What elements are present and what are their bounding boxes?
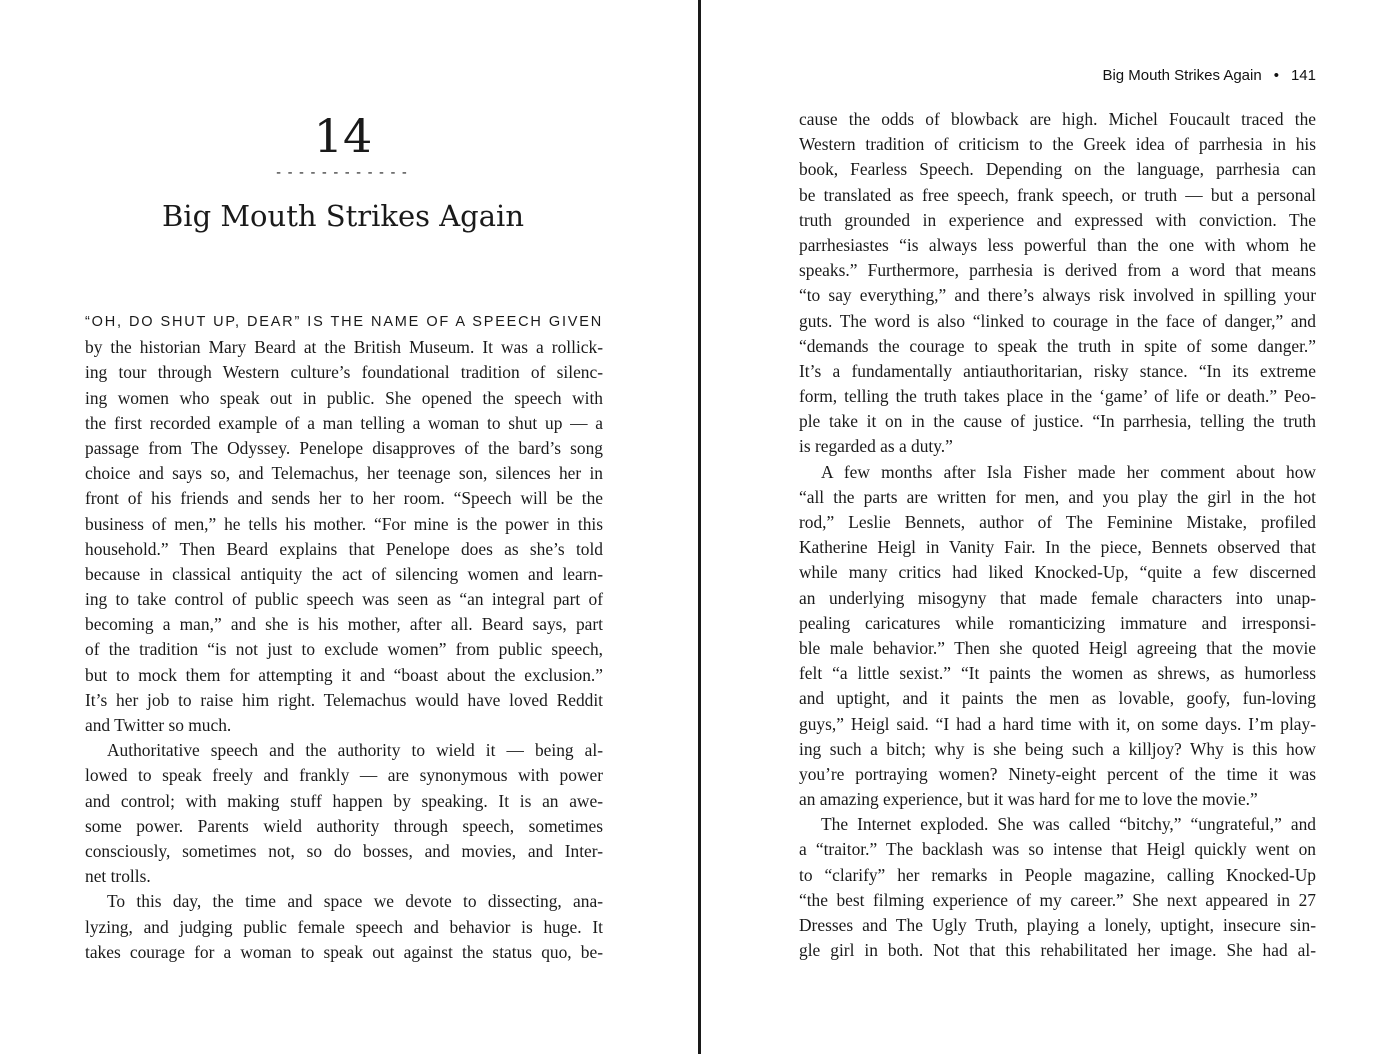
- text-line: A few months after Isla Fisher made her comment about how: [821, 461, 1316, 482]
- text-line: a “traitor.” The backlash was so intense that Heigl quickly went on: [799, 839, 1316, 860]
- text-line: an underlying misogyny that made female characters into unap-: [799, 587, 1316, 608]
- text-line: and uptight, and it paints the men as lovable, goofy, fun-loving: [799, 688, 1316, 709]
- text-line: passage from The Odyssey. Penelope disapproves of the bard’s song: [85, 437, 603, 458]
- text-line: business of men,” he tells his mother. “For mine is the power in this: [85, 513, 603, 534]
- left-body-text: [85, 310, 603, 965]
- running-head-separator: •: [1273, 67, 1279, 84]
- text-line: while many critics had liked Knocked-Up, “quite a few discerned: [799, 562, 1316, 583]
- text-line: felt “a little sexist.” “It paints the women as shrews, as humorless: [799, 663, 1316, 684]
- text-line: is regarded as a duty.”: [799, 436, 953, 457]
- text-line: and Twitter so much.: [85, 715, 232, 735]
- text-line: “OH, DO SHUT UP, DEAR” IS THE NAME OF A SPEECH GIVEN: [85, 314, 603, 330]
- right-page: [701, 0, 1400, 1054]
- text-line: takes courage for a woman to speak out against the status quo, be-: [85, 941, 603, 962]
- text-line: an amazing experience, but it was hard for me to love the movie.”: [799, 789, 1258, 810]
- text-line: It’s her job to raise him right. Telemachus would have loved Reddit: [85, 689, 603, 710]
- text-line: Dresses and The Ugly Truth, playing a lonely, uptight, insecure sin-: [799, 915, 1316, 935]
- running-head-title: Big Mouth Strikes Again: [1102, 67, 1262, 84]
- text-line: pealing caricatures while romanticizing immature and irresponsi-: [799, 612, 1316, 633]
- text-line: “to say everything,” and there’s always risk involved in spilling your: [799, 285, 1316, 306]
- text-line: gle girl in both. Not that this rehabilitated her image. She had al-: [799, 940, 1316, 961]
- text-line: choice and says so, and Telemachus, her teenage son, silences her in: [85, 463, 603, 484]
- text-line: “all the parts are written for men, and you play the girl in the hot: [799, 486, 1316, 507]
- text-line: ple take it on in the cause of justice. “In parrhesia, telling the truth: [799, 411, 1316, 432]
- running-head: [1102, 64, 1316, 88]
- text-line: cause the odds of blowback are high. Michel Foucault traced the: [799, 109, 1316, 129]
- text-line: the first recorded example of a man telling a woman to shut up — a: [85, 412, 603, 433]
- text-line: but to mock them for attempting it and “boast about the exclusion.”: [85, 664, 603, 685]
- text-line: consciously, sometimes not, so do bosses, and movies, and Inter-: [85, 840, 603, 861]
- text-line: ing such a bitch; why is she being such a killjoy? Why is this how: [799, 738, 1316, 759]
- text-line: “demands the courage to speak the truth in spite of some danger.”: [799, 335, 1316, 356]
- chapter-number: 14: [313, 109, 373, 163]
- left-page: [0, 0, 698, 1054]
- text-line: To this day, the time and space we devote to dissecting, ana-: [107, 891, 603, 912]
- text-line: household.” Then Beard explains that Penelope does as she’s told: [85, 538, 603, 559]
- right-body-text: [799, 107, 1316, 963]
- text-line: becoming a man,” and she is his mother, after all. Beard says, part: [85, 614, 603, 635]
- text-line: It’s a fundamentally antiauthoritarian, risky stance. “In its extreme: [799, 360, 1316, 381]
- text-line: guts. The word is also “linked to courage in the face of danger,” and: [799, 310, 1316, 331]
- page-number: 141: [1290, 67, 1316, 84]
- text-line: because in classical antiquity the act of silencing women and learn-: [85, 563, 603, 584]
- text-line: to “clarify” her remarks in People magazine, calling Knocked-Up: [799, 864, 1316, 885]
- text-line: Authoritative speech and the authority to wield it — being al-: [107, 740, 603, 761]
- text-line: you’re portraying women? Ninety-eight percent of the time it was: [799, 763, 1316, 784]
- text-line: guys,” Heigl said. “I had a hard time with it, on some days. I’m play-: [799, 713, 1316, 734]
- chapter-rule: ------------: [274, 165, 412, 181]
- text-line: speaks.” Furthermore, parrhesia is derived from a word that means: [799, 260, 1316, 281]
- text-line: by the historian Mary Beard at the British Museum. It was a rollick-: [85, 337, 603, 358]
- text-line: rod,” Leslie Bennets, author of The Feminine Mistake, profiled: [799, 512, 1316, 532]
- text-line: lowed to speak freely and frankly — are synonymous with power: [85, 765, 603, 786]
- text-line: Western tradition of criticism to the Greek idea of parrhesia in his: [799, 134, 1316, 155]
- text-line: ble male behavior.” Then she quoted Heigl agreeing that the movie: [799, 637, 1316, 658]
- text-line: The Internet exploded. She was called “bitchy,” “ungrateful,” and: [821, 814, 1316, 835]
- text-line: lyzing, and judging public female speech and behavior is huge. It: [85, 916, 603, 937]
- text-line: parrhesiastes “is always less powerful than the one with whom he: [799, 234, 1316, 255]
- text-line: ing tour through Western culture’s foundational tradition of silenc-: [85, 362, 603, 383]
- text-line: truth grounded in experience and expressed with conviction. The: [799, 209, 1316, 230]
- chapter-title: Big Mouth Strikes Again: [162, 199, 524, 233]
- text-line: and control; with making stuff happen by speaking. It is an awe-: [85, 790, 603, 811]
- text-line: front of his friends and sends her to her room. “Speech will be the: [85, 488, 603, 509]
- text-line: be translated as free speech, frank speech, or truth — but a personal: [799, 184, 1316, 205]
- text-line: ing to take control of public speech was seen as “an integral part of: [85, 589, 603, 610]
- text-line: form, telling the truth takes place in the ‘game’ of life or death.” Peo-: [799, 386, 1316, 407]
- text-line: of the tradition “is not just to exclude women” from public speech,: [85, 639, 603, 660]
- text-line: Katherine Heigl in Vanity Fair. In the piece, Bennets observed that: [799, 537, 1316, 558]
- text-line: net trolls.: [85, 866, 151, 887]
- text-line: “the best filming experience of my career.” She next appeared in 27: [799, 889, 1316, 910]
- text-line: ing women who speak out in public. She opened the speech with: [85, 387, 603, 408]
- text-line: book, Fearless Speech. Depending on the language, parrhesia can: [799, 159, 1316, 180]
- text-line: some power. Parents wield authority through speech, sometimes: [85, 815, 603, 836]
